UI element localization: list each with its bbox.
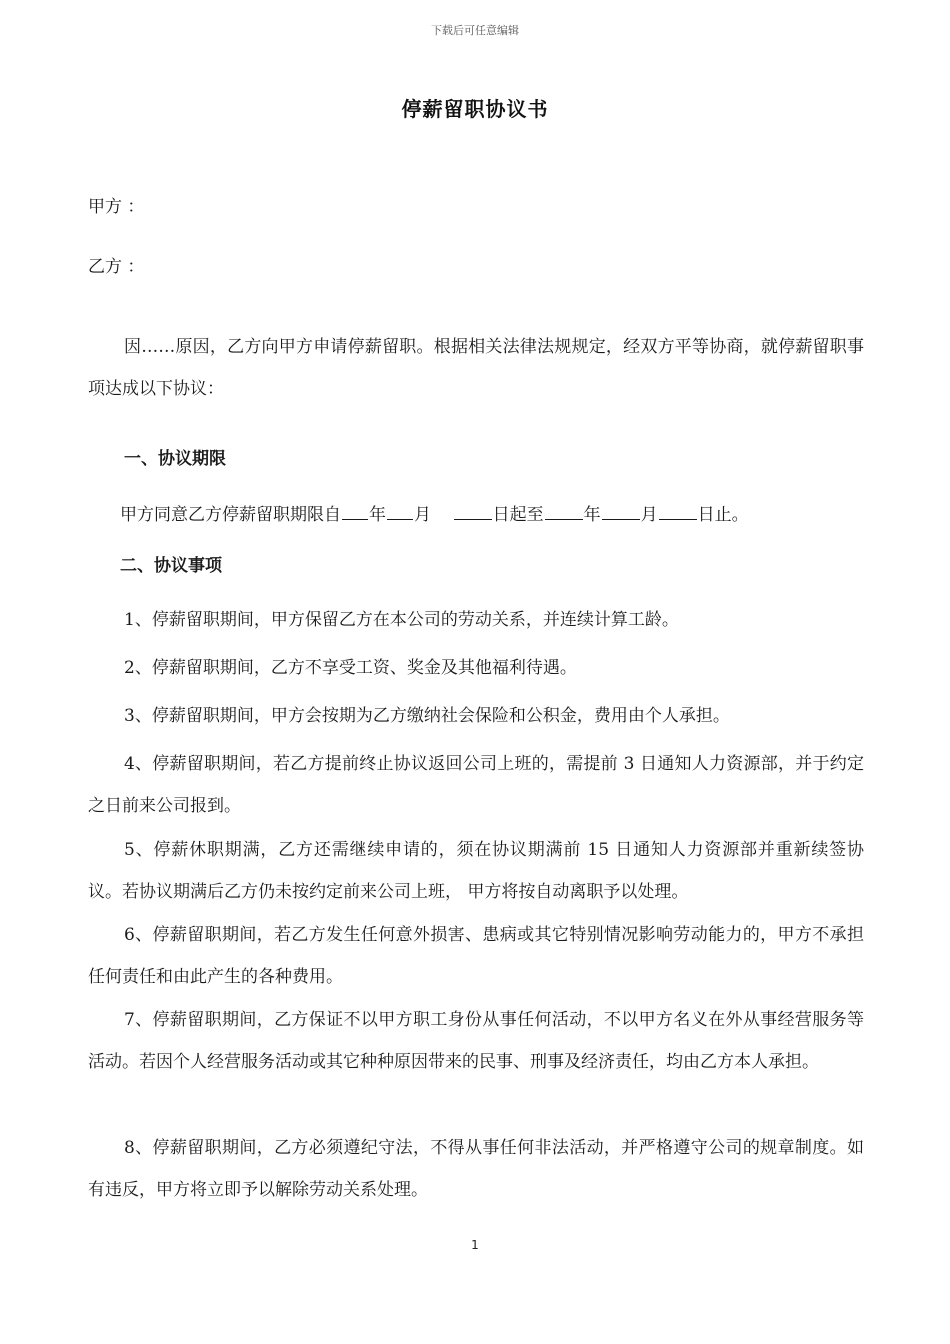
blank-year-end[interactable] bbox=[545, 503, 583, 520]
party-a-label: 甲方 ： bbox=[88, 197, 145, 217]
blank-month-start[interactable] bbox=[387, 503, 413, 520]
agreement-item-5: 5、停薪休职期满，乙方还需继续申请的，须在协议期满前 15 日通知人力资源部并重新续签协议。若协议期满后乙方仍未按约定前来公司上班， 甲方将按自动离职予以处理。 bbox=[88, 840, 864, 902]
page-title: 停薪留职协议书 bbox=[401, 97, 549, 121]
agreement-item-7: 7、停薪留职期间，乙方保证不以甲方职工身份从事任何活动，不以甲方名义在外从事经营服务等活动。若因个人经营服务活动或其它种种原因带来的民事、刑事及经济责任，均由乙方本人承担。 bbox=[88, 1010, 864, 1072]
term-prefix: 甲方同意乙方停薪留职期限自 bbox=[120, 505, 341, 525]
term-year-1: 年 bbox=[369, 505, 386, 525]
intro-paragraph: 因……原因，乙方向甲方申请停薪留职。根据相关法律法规规定，经双方平等协商，就停薪留职事项达成以下协议： bbox=[88, 337, 864, 399]
agreement-item-8: 8、停薪留职期间，乙方必须遵纪守法，不得从事任何非法活动，并严格遵守公司的规章制度。如有违反，甲方将立即予以解除劳动关系处理。 bbox=[88, 1138, 864, 1200]
agreement-item-3: 3、停薪留职期间，甲方会按期为乙方缴纳社会保险和公积金，费用由个人承担。 bbox=[124, 706, 730, 726]
term-day-2: 日止。 bbox=[697, 505, 749, 525]
blank-day-end[interactable] bbox=[659, 503, 697, 520]
term-day-1: 日起至 bbox=[492, 505, 544, 525]
page-number: 1 bbox=[471, 1238, 479, 1252]
term-line bbox=[120, 500, 749, 525]
agreement-item-1: 1、停薪留职期间，甲方保留乙方在本公司的劳动关系，并连续计算工龄。 bbox=[124, 610, 679, 630]
blank-day-start[interactable] bbox=[454, 503, 492, 520]
party-b-label: 乙方 ： bbox=[88, 257, 145, 277]
term-month-1: 月 bbox=[414, 505, 431, 525]
agreement-item-2: 2、停薪留职期间，乙方不享受工资、奖金及其他福利待遇。 bbox=[124, 658, 577, 678]
section-1-heading: 一、协议期限 bbox=[124, 449, 226, 469]
header-note: 下载后可任意编辑 bbox=[431, 24, 519, 37]
term-year-2: 年 bbox=[583, 505, 601, 525]
agreement-item-6: 6、停薪留职期间，若乙方发生任何意外损害、患病或其它特别情况影响劳动能力的，甲方不承担任何责任和由此产生的各种费用。 bbox=[88, 925, 864, 987]
blank-year-start[interactable] bbox=[342, 503, 368, 520]
section-2-heading: 二、协议事项 bbox=[120, 556, 222, 576]
blank-month-end[interactable] bbox=[602, 503, 640, 520]
term-month-2: 月 bbox=[640, 505, 658, 525]
agreement-item-4: 4、停薪留职期间，若乙方提前终止协议返回公司上班的，需提前 3 日通知人力资源部，并于约定之日前来公司报到。 bbox=[88, 754, 864, 816]
